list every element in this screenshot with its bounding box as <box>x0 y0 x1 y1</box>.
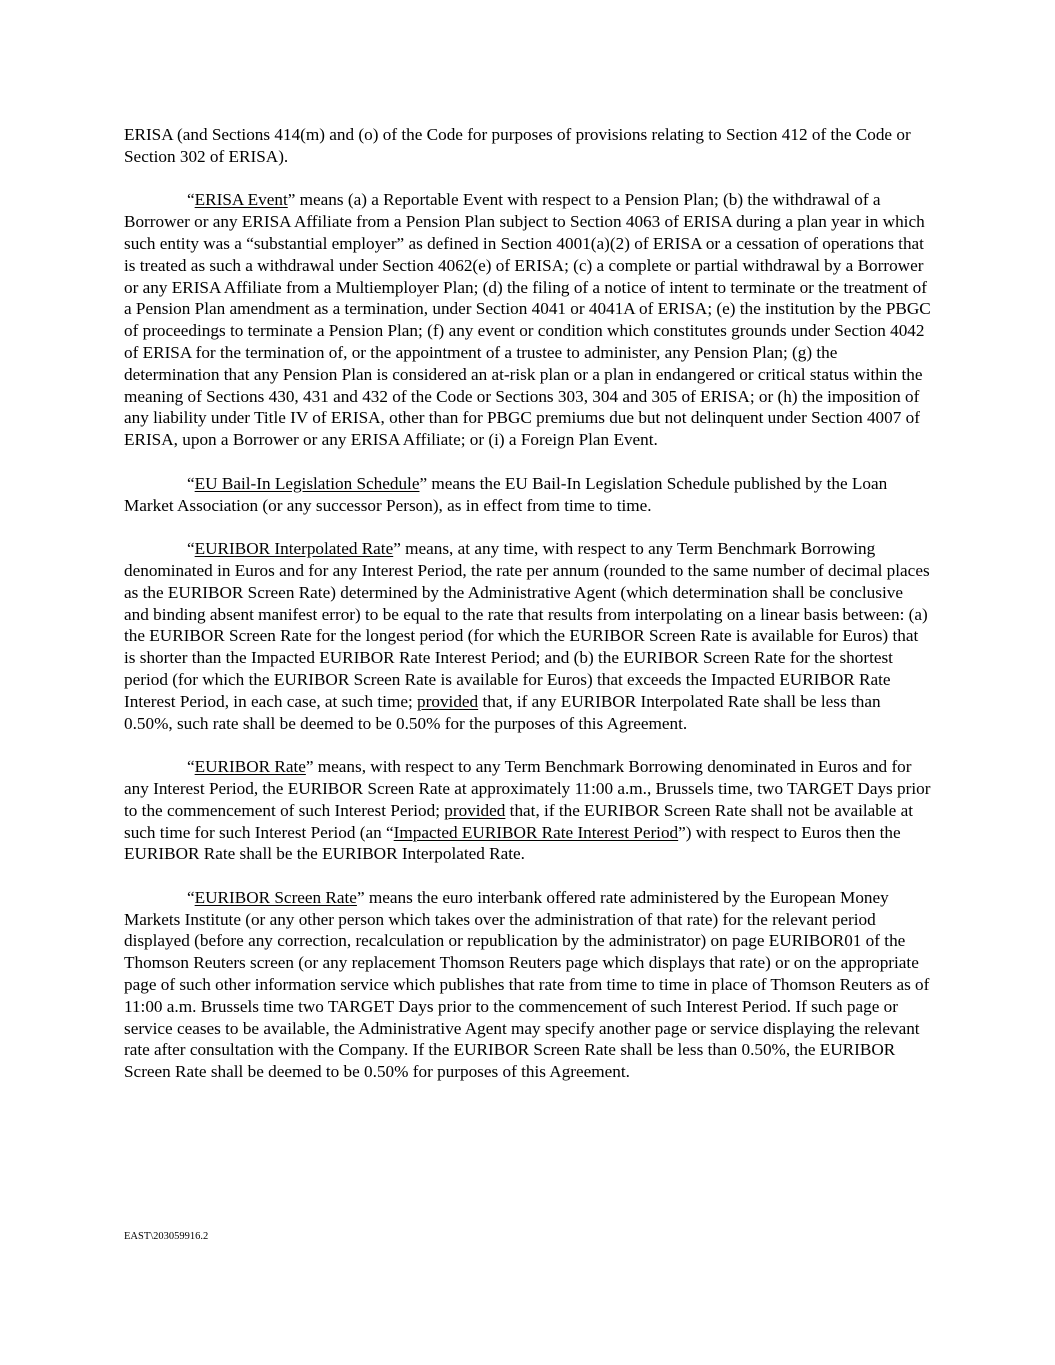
paragraph-text: “ <box>187 190 195 210</box>
defined-term: provided <box>444 800 506 820</box>
paragraph-text: ”) with respect to Euros then the EURIBOR Rate shall be the EURIBOR Interpolated Rate. <box>124 822 901 864</box>
paragraph-text: ” means (a) a Reportable Event with respect to a Pension Plan; (b) the withdrawal of a Borrower or any ERISA Affiliate from a Pension Plan subject to Section 4063 of ERISA during a plan year in which such entity was a “substantial employer” as defined in Section 4001(a)(2) of ERISA or a cessation of operations that is treated as such a withdrawal under Section 4062(e) of ERISA; (c) a complete or partial withdrawal by a Borrower or any ERISA Affiliate from a Multiemployer Plan; (d) the filing of a notice of intent to terminate or the treatment of a Pension Plan amendment as a termination, under Section 4041 or 4041A of ERISA; (e) the institution by the PBGC of proceedings to terminate a Pension Plan; (f) any event or condition which constitutes grounds under Section 4042 of ERISA for the termination of, or the appointment of a trustee to administer, any Pension Plan; (g) the determination that any Pension Plan is considered an at-risk plan or a plan in endangered or critical status within the meaning of Sections 430, 431 and 432 of the Code or Sections 303, 304 and 305 of ERISA; or (h) the imposition of any liability under Title IV of ERISA, other than for PBGC premiums due but not delinquent under Section 4007 of ERISA, upon a Borrower or any ERISA Affiliate; or (i) a Foreign Plan Event. <box>124 190 931 450</box>
paragraph-text: ” means the EU Bail-In Legislation Schedule published by the Loan Market Association (or any successor Person), as in effect from time to time. <box>124 473 888 515</box>
paragraph <box>124 538 932 734</box>
defined-term: EURIBOR Interpolated Rate <box>194 539 394 559</box>
paragraph <box>124 189 932 451</box>
paragraph <box>124 124 932 168</box>
document-id-footer: EAST\203059916.2 <box>124 1231 209 1242</box>
paragraph-text: that, if any EURIBOR Interpolated Rate shall be less than 0.50%, such rate shall be deemed to be 0.50% for the purposes of this Agreement. <box>124 691 881 733</box>
defined-term: ERISA Event <box>194 190 288 210</box>
defined-term: EURIBOR Rate <box>194 757 306 777</box>
defined-term: Impacted EURIBOR Rate Interest Period <box>393 822 679 842</box>
paragraph-text: ” means the euro interbank offered rate administered by the European Money Markets Institute (or any other person which takes over the administration of that rate) for the relevant period displayed (before any correction, recalculation or republication by the administrator) on page EURIBOR01 of the Thomson Reuters screen (or any replacement Thomson Reuters page which displays that rate) or on the appropriate page of such other information service which publishes that rate from time to time in place of Thomson Reuters as of 11:00 a.m. Brussels time two TARGET Days prior to the commencement of such Interest Period. If such page or service ceases to be available, the Administrative Agent may specify another page or service displaying the relevant rate after consultation with the Company. If the EURIBOR Screen Rate shall be less than 0.50%, the EURIBOR Screen Rate shall be deemed to be 0.50% for purposes of this Agreement. <box>124 887 930 1082</box>
paragraph-text: ” means, at any time, with respect to any Term Benchmark Borrowing denominated in Euros and for any Interest Period, the rate per annum (rounded to the same number of decimal places as the EURIBOR Screen Rate) determined by the Administrative Agent (which determination shall be conclusive and binding absent manifest error) to be equal to the rate that results from interpolating on a linear basis between: (a) the EURIBOR Screen Rate for the longest period (for which the EURIBOR Screen Rate is available for Euros) that is shorter than the Impacted EURIBOR Rate Interest Period; and (b) the EURIBOR Screen Rate for the shortest period (for which the EURIBOR Screen Rate is available for Euros) that exceeds the Impacted EURIBOR Rate Interest Period, in each case, at such time; <box>124 539 930 711</box>
paragraph-text: “ <box>187 887 195 907</box>
paragraph-text: ERISA (and Sections 414(m) and (o) of the Code for purposes of provisions relating to Section 412 of the Code or Section 302 of ERISA). <box>124 125 911 166</box>
paragraph <box>124 473 932 517</box>
paragraph-text: “ <box>187 473 195 493</box>
document-page <box>124 124 932 1105</box>
paragraph-text: ” means, with respect to any Term Benchmark Borrowing denominated in Euros and for any Interest Period, the EURIBOR Screen Rate at approximately 11:00 a.m., Brussels time, two TARGET Days prior to the commencement of such Interest Period; <box>124 757 931 820</box>
paragraph-text: “ <box>187 757 195 777</box>
defined-term: EU Bail-In Legislation Schedule <box>194 473 420 493</box>
paragraph <box>124 756 932 865</box>
paragraph <box>124 887 932 1083</box>
paragraph-text: that, if the EURIBOR Screen Rate shall not be available at such time for such Interest Period (an “ <box>124 800 913 842</box>
defined-term: provided <box>417 691 479 711</box>
defined-term: EURIBOR Screen Rate <box>194 887 357 907</box>
paragraph-text: “ <box>187 539 195 559</box>
